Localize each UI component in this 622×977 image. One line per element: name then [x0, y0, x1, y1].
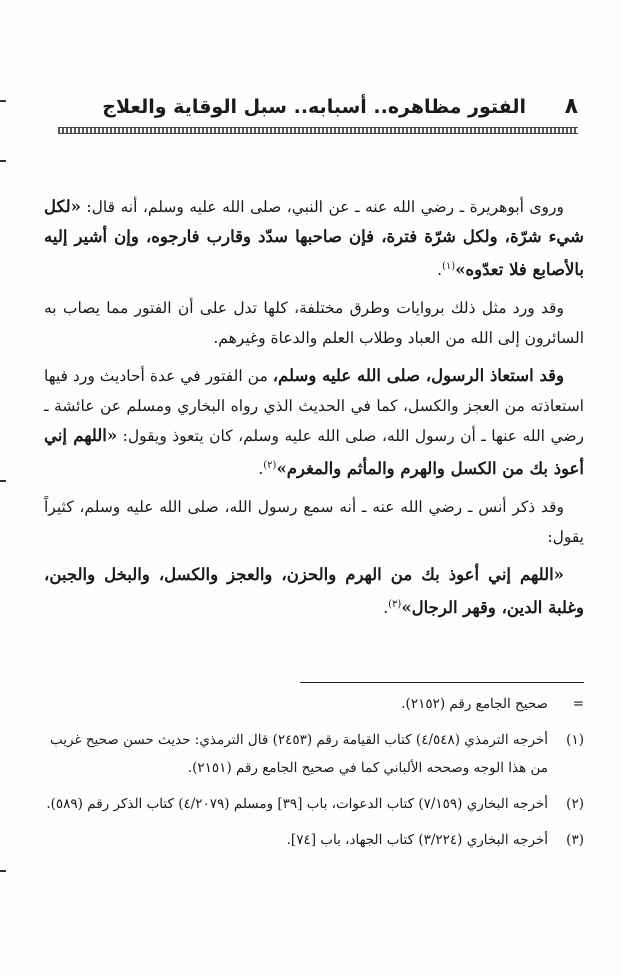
- paragraph-end: .: [258, 460, 264, 479]
- bold-phrase: وقد استعاذ الرسول، صلى الله عليه وسلم،: [272, 366, 564, 386]
- edge-mark: [0, 480, 6, 482]
- footnote-reference: (١): [442, 261, 456, 272]
- footnote-text: أخرجه الترمذي (٤/٥٤٨) كتاب القيامة رقم (٢٤٥٣) قال الترمذي: حديث حسن صحيح غريب من هذا الوجه وصححه الألباني كما في صحيح الجامع رقم (٢١٥١).: [50, 732, 548, 776]
- edge-mark: [0, 100, 6, 102]
- hadith-quote: «اللهم إني أعوذ بك من الهرم والحزن، والعجز والكسل، والبخل والجبن، وغلبة الدين، وقهر الرجال»: [44, 565, 584, 618]
- footnote-item: [44, 826, 584, 854]
- edge-mark: [0, 870, 6, 872]
- paragraph: [44, 560, 584, 623]
- paragraph-end: .: [437, 261, 442, 280]
- hadith-quote: «لكل شيء شرّة، ولكل شرّة فترة، فإن صاحبها سدّد وقارب فارجوه، وإن أشير إليه بالأصابع فلا تعدّوه»: [44, 197, 584, 280]
- footnote-item: [44, 726, 584, 782]
- footnote-separator: [300, 682, 584, 683]
- footnote-item: [44, 790, 584, 818]
- footnote-marker: (٣): [566, 832, 584, 848]
- paragraph: [44, 361, 584, 484]
- page-header: [58, 92, 578, 132]
- footnotes: [44, 690, 584, 862]
- hadith-quote: «اللهم إني أعوذ بك من الكسل والهرم والمأثم والمغرم»: [44, 426, 584, 479]
- footnote-marker: (١): [566, 732, 584, 748]
- running-title: الفتور مظاهره.. أسبابه.. سبل الوقاية والعلاج: [102, 96, 526, 118]
- footnote-text: أخرجه البخاري (٧/١٥٩) كتاب الدعوات، باب [٣٩] ومسلم (٤/٢٠٧٩) كتاب الذكر رقم (٥٨٩).: [46, 796, 548, 812]
- paragraph-end: .: [383, 599, 389, 618]
- paragraph: [44, 192, 584, 285]
- header-rule: [58, 127, 578, 134]
- paragraph-text: من الفتور في عدة أحاديث ورد فيها استعاذته من العجز والكسل، كما في الحديث الذي رواه البخاري ومسلم عن عائشة ـ رضي الله عنها ـ أن رسول الله، صلى الله عليه وسلم، كان يتعوذ ويقول:: [44, 367, 585, 446]
- footnote-reference: (٣): [388, 599, 402, 611]
- footnote-text: صحيح الجامع رقم (٢١٥٢).: [401, 696, 548, 712]
- paragraph: [44, 492, 584, 552]
- footnote-marker: (٢): [566, 796, 584, 812]
- main-text: [44, 192, 584, 631]
- footnote-reference: (٢): [263, 460, 277, 472]
- paragraph-text: وقد ذكر أنس ـ رضي الله عنه ـ أنه سمع رسول الله، صلى الله عليه وسلم، كثيراً يقول:: [44, 498, 584, 547]
- footnote-item: [44, 690, 584, 718]
- footnote-text: أخرجه البخاري (٣/٢٢٤) كتاب الجهاد، باب [٧٤].: [286, 832, 548, 848]
- page-number: ٨: [564, 94, 578, 119]
- paragraph-text: وروى أبوهريرة ـ رضي الله عنه ـ عن النبي، صلى الله عليه وسلم، أنه قال:: [80, 198, 564, 216]
- footnote-marker: =: [572, 696, 584, 712]
- paragraph-text: وقد ورد مثل ذلك بروايات وطرق مختلفة، كلها تدل على أن الفتور مما يصاب به السائرون إلى الله من العباد وطلاب العلم والدعاة وغيرهم.: [44, 299, 584, 348]
- edge-mark: [0, 160, 6, 162]
- paragraph: [44, 293, 584, 353]
